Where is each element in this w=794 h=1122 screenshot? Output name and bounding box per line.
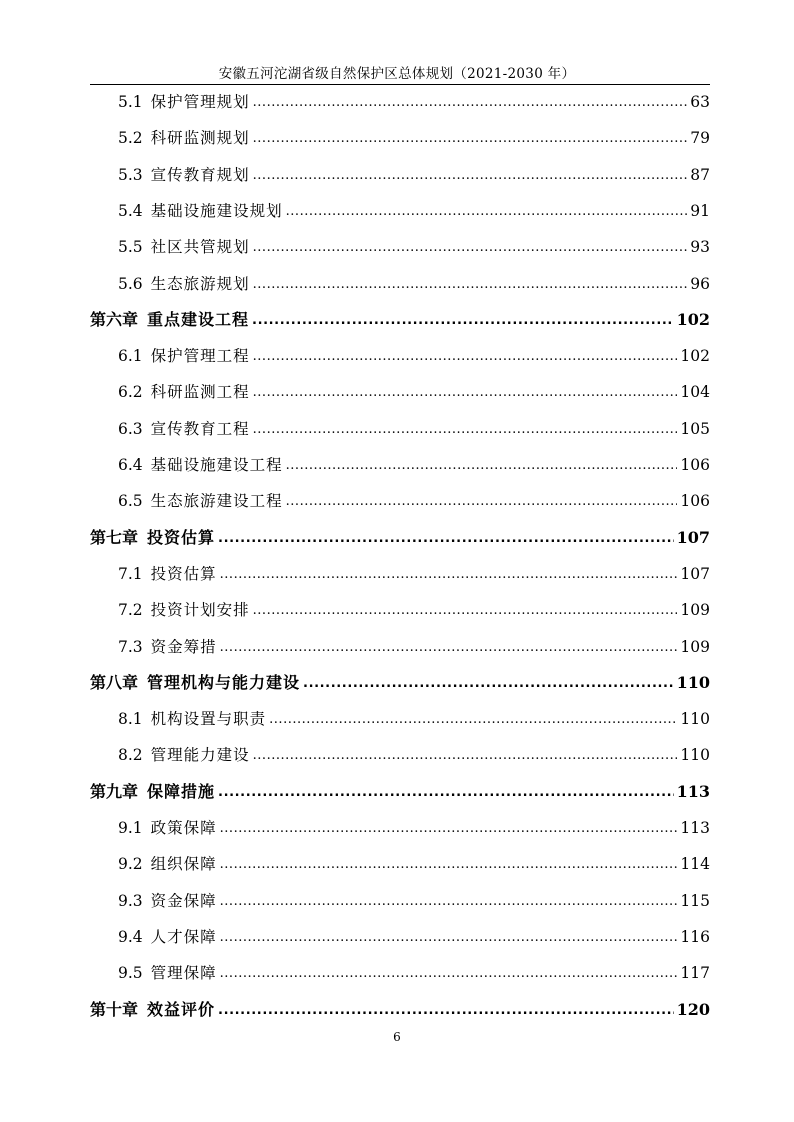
toc-entry-page: 107 <box>680 564 710 583</box>
toc-entry-title: 投资估算 <box>150 564 217 583</box>
dot-leader <box>220 924 678 950</box>
toc-section-entry[interactable] <box>118 961 710 985</box>
toc-entry-page: 87 <box>690 165 710 184</box>
toc-entry-title: 社区共管规划 <box>150 238 250 257</box>
toc-entry-page: 93 <box>690 238 710 257</box>
toc-entry-title: 人才保障 <box>150 927 217 946</box>
toc-entry-page: 110 <box>680 746 710 765</box>
toc-entry-number: 7.1 <box>118 564 143 583</box>
toc-entry-number: 第八章 <box>90 672 139 692</box>
toc-entry-page: 113 <box>676 781 710 801</box>
dot-leader <box>220 634 678 660</box>
toc-entry-number: 6.2 <box>118 383 143 402</box>
toc-entry-title: 管理保障 <box>150 964 217 983</box>
dot-leader <box>220 851 678 877</box>
toc-entry-title: 管理机构与能力建设 <box>147 672 301 692</box>
toc-chapter-entry[interactable] <box>90 780 710 804</box>
toc-chapter-entry[interactable] <box>90 308 710 332</box>
toc-entry-number: 9.5 <box>118 964 143 983</box>
toc-entry-number: 5.3 <box>118 165 143 184</box>
toc-entry-title: 资金保障 <box>150 891 217 910</box>
toc-entry-number: 5.4 <box>118 201 143 220</box>
toc-entry-title: 资金筹措 <box>150 637 217 656</box>
toc-section-entry[interactable] <box>118 235 710 259</box>
toc-entry-page: 114 <box>680 855 710 874</box>
toc-entry-number: 第十章 <box>90 999 139 1019</box>
dot-leader <box>218 779 674 805</box>
toc-entry-number: 8.2 <box>118 746 143 765</box>
toc-entry-number: 6.1 <box>118 347 143 366</box>
toc-entry-title: 政策保障 <box>150 819 217 837</box>
toc-section-entry[interactable] <box>118 163 710 187</box>
toc-section-entry[interactable] <box>118 635 710 659</box>
toc-section-entry[interactable] <box>118 199 710 223</box>
toc-entry-title: 投资估算 <box>147 527 216 547</box>
dot-leader <box>253 234 688 260</box>
toc-section-entry[interactable] <box>118 743 710 767</box>
toc-entry-number: 5.1 <box>118 93 143 111</box>
toc-section-entry[interactable] <box>118 562 710 586</box>
toc-entry-number: 9.2 <box>118 855 143 874</box>
toc-entry-number: 6.4 <box>118 456 143 474</box>
toc-entry-title: 宣传教育规划 <box>150 165 250 184</box>
toc-entry-number: 9.4 <box>118 927 143 946</box>
toc-entry-title: 保障措施 <box>147 781 216 801</box>
toc-section-entry[interactable] <box>118 417 710 441</box>
toc-entry-page: 102 <box>676 309 710 329</box>
toc-section-entry[interactable] <box>118 344 710 368</box>
toc-section-entry[interactable] <box>118 598 710 622</box>
toc-entry-page: 104 <box>680 383 710 402</box>
toc-entry-title: 保护管理工程 <box>150 347 250 366</box>
toc-entry-page: 106 <box>680 456 710 474</box>
dot-leader <box>253 416 678 442</box>
toc-entry-number: 第六章 <box>90 309 139 329</box>
toc-entry-page: 109 <box>680 637 710 656</box>
toc-entry-title: 基础设施建设工程 <box>150 456 283 474</box>
dot-leader <box>286 452 678 478</box>
dot-leader <box>286 198 688 224</box>
toc-entry-page: 110 <box>680 710 710 729</box>
toc-entry-number: 9.1 <box>118 819 143 837</box>
toc-entry-number: 5.5 <box>118 238 143 257</box>
toc-entry-title: 组织保障 <box>150 855 217 874</box>
toc-section-entry[interactable] <box>118 489 710 513</box>
toc-entry-number: 6.3 <box>118 419 143 438</box>
toc-entry-title: 效益评价 <box>147 999 216 1019</box>
dot-leader <box>218 997 674 1023</box>
toc-section-entry[interactable] <box>118 380 710 404</box>
toc-section-entry[interactable] <box>118 707 710 731</box>
toc-section-entry[interactable] <box>118 272 710 296</box>
toc-entry-number: 7.2 <box>118 601 143 620</box>
toc-entry-title: 生态旅游建设工程 <box>150 492 283 511</box>
toc-entry-number: 9.3 <box>118 891 143 910</box>
toc-entry-number: 6.5 <box>118 492 143 511</box>
toc-section-entry[interactable] <box>118 852 710 876</box>
toc-entry-page: 63 <box>690 93 710 111</box>
toc-entry-page: 107 <box>676 527 710 547</box>
dot-leader <box>253 162 688 188</box>
dot-leader <box>286 488 678 514</box>
toc-entry-number: 第七章 <box>90 527 139 547</box>
dot-leader <box>220 815 678 841</box>
toc-entry-page: 102 <box>680 347 710 366</box>
toc-entry-number: 第九章 <box>90 781 139 801</box>
toc-entry-title: 管理能力建设 <box>150 746 250 765</box>
toc-entry-page: 109 <box>680 601 710 620</box>
toc-entry-page: 115 <box>680 891 710 910</box>
toc-section-entry[interactable] <box>118 925 710 949</box>
toc-chapter-entry[interactable] <box>90 998 710 1022</box>
toc-section-entry[interactable] <box>118 889 710 913</box>
header-rule <box>90 84 710 85</box>
toc-entry-title: 机构设置与职责 <box>150 710 267 729</box>
dot-leader <box>220 888 678 914</box>
toc-entry-page: 110 <box>676 672 710 692</box>
dot-leader <box>220 561 678 587</box>
toc-entry-number: 5.2 <box>118 129 143 148</box>
dot-leader <box>303 670 674 696</box>
page-number: 6 <box>393 1030 401 1044</box>
dot-leader <box>253 597 678 623</box>
toc-entry-title: 宣传教育工程 <box>150 419 250 438</box>
toc-entry-page: 117 <box>680 964 710 983</box>
toc-entry-page: 120 <box>676 999 710 1019</box>
toc-entry-page: 79 <box>690 129 710 148</box>
toc-section-entry[interactable] <box>118 126 710 150</box>
toc-entry-title: 科研监测工程 <box>150 383 250 402</box>
toc-chapter-entry[interactable] <box>90 671 710 695</box>
toc-section-entry[interactable] <box>118 90 710 114</box>
dot-leader <box>252 307 674 333</box>
toc-entry-page: 96 <box>690 274 710 293</box>
dot-leader <box>253 271 688 297</box>
toc-entry-page: 116 <box>680 927 710 946</box>
toc-section-entry[interactable] <box>118 816 710 840</box>
toc-entry-number: 5.6 <box>118 274 143 293</box>
toc-entry-page: 105 <box>680 419 710 438</box>
toc-entry-title: 科研监测规划 <box>150 129 250 148</box>
dot-leader <box>218 525 674 551</box>
dot-leader <box>253 343 678 369</box>
running-header: 安徽五河沱湖省级自然保护区总体规划（2021-2030 年） <box>218 66 576 82</box>
toc-entry-title: 保护管理规划 <box>150 93 250 111</box>
dot-leader <box>220 960 678 986</box>
toc-entry-title: 投资计划安排 <box>150 601 250 620</box>
toc-entry-page: 91 <box>690 201 710 220</box>
toc-entry-page: 106 <box>680 492 710 511</box>
dot-leader <box>269 706 677 732</box>
dot-leader <box>253 89 688 115</box>
dot-leader <box>253 125 688 151</box>
toc-chapter-entry[interactable] <box>90 526 710 550</box>
toc-entry-page: 113 <box>680 819 710 837</box>
dot-leader <box>253 379 678 405</box>
dot-leader <box>253 742 678 768</box>
toc-entry-title: 基础设施建设规划 <box>150 201 283 220</box>
toc-entry-title: 重点建设工程 <box>147 309 250 329</box>
toc-entry-number: 8.1 <box>118 710 143 729</box>
toc-entry-number: 7.3 <box>118 637 143 656</box>
toc-entry-title: 生态旅游规划 <box>150 274 250 293</box>
toc-section-entry[interactable] <box>118 453 710 477</box>
